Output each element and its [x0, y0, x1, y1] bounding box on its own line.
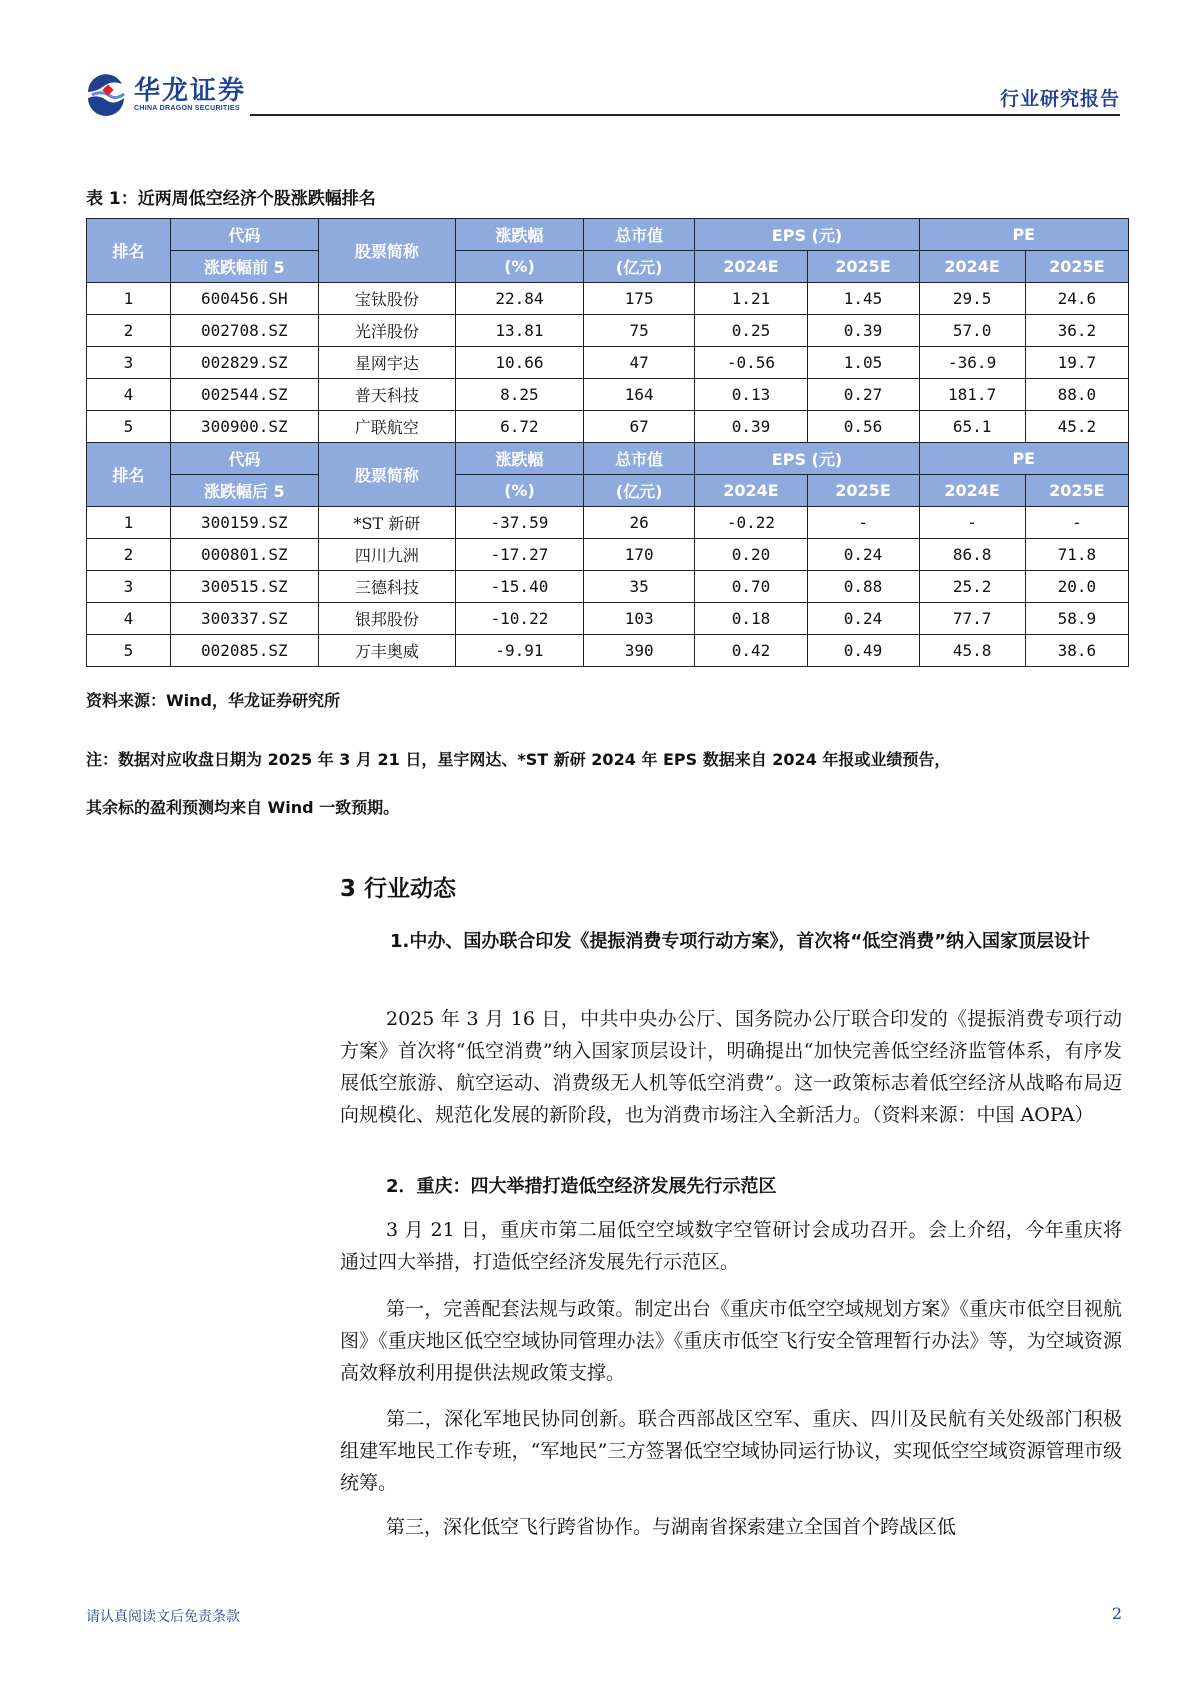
header-eps-2025: 2025E: [807, 475, 919, 507]
cell-code: 300515.SZ: [170, 571, 318, 603]
cell-pe-2024: 45.8: [919, 635, 1025, 667]
cell-eps-2025: 1.05: [807, 347, 919, 379]
header-eps: EPS (元): [695, 219, 919, 251]
cell-rank: 1: [87, 507, 171, 539]
cell-change: 13.81: [456, 315, 584, 347]
table-note: [86, 736, 1131, 832]
cell-code: 600456.SH: [170, 283, 318, 315]
cell-pe-2024: 77.7: [919, 603, 1025, 635]
cell-name: 三德科技: [318, 571, 455, 603]
cell-pe-2024: 65.1: [919, 411, 1025, 443]
cell-eps-2025: 0.56: [807, 411, 919, 443]
cell-pe-2025: 19.7: [1025, 347, 1128, 379]
cell-change: 22.84: [456, 283, 584, 315]
table-source: 资料来源：Wind，华龙证券研究所: [86, 691, 340, 710]
header-eps-2025: 2025E: [807, 251, 919, 283]
header-pe-2024: 2024E: [919, 475, 1025, 507]
report-type-label: 行业研究报告: [999, 88, 1120, 110]
table-header-row-bottom: [87, 443, 1129, 475]
cell-code: 002544.SZ: [170, 379, 318, 411]
cell-eps-2024: 0.20: [695, 539, 807, 571]
cell-pe-2025: 58.9: [1025, 603, 1128, 635]
cell-rank: 4: [87, 379, 171, 411]
cell-pe-2024: 25.2: [919, 571, 1025, 603]
cell-pe-2025: 71.8: [1025, 539, 1128, 571]
cell-eps-2025: 0.88: [807, 571, 919, 603]
cell-name: 银邦股份: [318, 603, 455, 635]
brand-name-en: CHINA DRAGON SECURITIES: [134, 104, 240, 112]
cell-eps-2024: 0.39: [695, 411, 807, 443]
cell-eps-2025: 0.49: [807, 635, 919, 667]
header-pe: PE: [919, 443, 1128, 475]
header-eps-2024: 2024E: [695, 475, 807, 507]
cell-cap: 26: [583, 507, 695, 539]
table-row: [87, 411, 1129, 443]
header-divider: [250, 114, 1120, 116]
cell-pe-2025: 45.2: [1025, 411, 1128, 443]
cell-eps-2025: 0.39: [807, 315, 919, 347]
header-rank: 排名: [87, 219, 171, 283]
brand-logo: [84, 72, 246, 116]
cell-eps-2024: 0.13: [695, 379, 807, 411]
brand-name-cn: 华龙证券: [134, 75, 247, 106]
cell-cap: 47: [583, 347, 695, 379]
cell-rank: 3: [87, 347, 171, 379]
cell-name: 万丰奥威: [318, 635, 455, 667]
cell-change: 10.66: [456, 347, 584, 379]
cell-cap: 164: [583, 379, 695, 411]
cell-cap: 170: [583, 539, 695, 571]
cell-code: 300900.SZ: [170, 411, 318, 443]
cell-eps-2025: 0.27: [807, 379, 919, 411]
news-item-2-point-1: 第一，完善配套法规与政策。制定出台《重庆市低空空域规划方案》《重庆市低空目视航图》《重庆地区低空空域协同管理办法》《重庆市低空飞行安全管理暂行办法》等，为空域资源高效释放利用提供法规政策支撑。: [340, 1298, 1122, 1384]
cell-rank: 3: [87, 571, 171, 603]
news-item-2-point-2: 第二，深化军地民协同创新。联合西部战区空军、重庆、四川及民航有关处级部门积极组建军地民工作专班，“军地民”三方签署低空空域协同运行协议，实现低空空域资源管理市级统筹。: [340, 1408, 1122, 1494]
cell-name: 光洋股份: [318, 315, 455, 347]
header-change-unit: (%): [456, 251, 584, 283]
cell-eps-2024: 0.25: [695, 315, 807, 347]
cell-eps-2025: 1.45: [807, 283, 919, 315]
cell-pe-2025: 88.0: [1025, 379, 1128, 411]
header-change: 涨跌幅: [456, 219, 584, 251]
header-change: 涨跌幅: [456, 443, 584, 475]
table-row: [87, 571, 1129, 603]
cell-rank: 5: [87, 635, 171, 667]
cell-name: 广联航空: [318, 411, 455, 443]
header-eps: EPS (元): [695, 443, 919, 475]
news-item-2-intro: 3 月 21 日，重庆市第二届低空空域数字空管研讨会成功召开。会上介绍，今年重庆将通过四大举措，打造低空经济发展先行示范区。: [340, 1219, 1122, 1273]
table-title: 表 1：近两周低空经济个股涨跌幅排名: [86, 189, 376, 209]
table-header-row: [87, 219, 1129, 251]
cell-rank: 2: [87, 315, 171, 347]
cell-code: 000801.SZ: [170, 539, 318, 571]
cell-eps-2025: 0.24: [807, 603, 919, 635]
table-note-line-2: 其余标的盈利预测均来自 Wind 一致预期。: [86, 798, 400, 817]
header-eps-2024: 2024E: [695, 251, 807, 283]
cell-name: *ST 新研: [318, 507, 455, 539]
header-top5: 涨跌幅前 5: [170, 251, 318, 283]
header-pe-2024: 2024E: [919, 251, 1025, 283]
header-cap: 总市值: [583, 443, 695, 475]
news-item-2-heading: 2．重庆：四大举措打造低空经济发展先行示范区: [386, 1176, 777, 1197]
cell-eps-2025: 0.24: [807, 539, 919, 571]
cell-code: 002829.SZ: [170, 347, 318, 379]
cell-code: 002708.SZ: [170, 315, 318, 347]
cell-change: -15.40: [456, 571, 584, 603]
table-row: [87, 603, 1129, 635]
cell-pe-2025: -: [1025, 507, 1128, 539]
cell-cap: 175: [583, 283, 695, 315]
cell-code: 300337.SZ: [170, 603, 318, 635]
cell-pe-2024: 181.7: [919, 379, 1025, 411]
cell-cap: 35: [583, 571, 695, 603]
cell-rank: 2: [87, 539, 171, 571]
cell-pe-2025: 36.2: [1025, 315, 1128, 347]
cell-eps-2025: -: [807, 507, 919, 539]
cell-cap: 390: [583, 635, 695, 667]
cell-pe-2024: -: [919, 507, 1025, 539]
table-row: [87, 315, 1129, 347]
header-change-unit: (%): [456, 475, 584, 507]
cell-pe-2024: 29.5: [919, 283, 1025, 315]
cell-name: 普天科技: [318, 379, 455, 411]
cell-eps-2024: 1.21: [695, 283, 807, 315]
header-cap: 总市值: [583, 219, 695, 251]
table-subheader-row-bottom: [87, 475, 1129, 507]
cell-name: 宝钛股份: [318, 283, 455, 315]
section-title: 3 行业动态: [340, 876, 457, 902]
cell-eps-2024: 0.42: [695, 635, 807, 667]
header-cap-unit: (亿元): [583, 251, 695, 283]
dragon-logo-icon: [84, 72, 128, 116]
cell-pe-2025: 20.0: [1025, 571, 1128, 603]
header-name: 股票简称: [318, 219, 455, 283]
cell-change: -37.59: [456, 507, 584, 539]
cell-pe-2025: 24.6: [1025, 283, 1128, 315]
header-rank: 排名: [87, 443, 171, 507]
cell-name: 四川九洲: [318, 539, 455, 571]
cell-cap: 75: [583, 315, 695, 347]
cell-pe-2024: 86.8: [919, 539, 1025, 571]
header-code: 代码: [170, 219, 318, 251]
footer-disclaimer: 请认真阅读文后免责条款: [86, 1609, 240, 1625]
cell-rank: 5: [87, 411, 171, 443]
table-row: [87, 347, 1129, 379]
header-cap-unit: (亿元): [583, 475, 695, 507]
cell-eps-2024: 0.18: [695, 603, 807, 635]
table-row: [87, 635, 1129, 667]
table-note-line-1: 注：数据对应收盘日期为 2025 年 3 月 21 日，星宇网达、*ST 新研 2024 年 EPS 数据来自 2024 年报或业绩预告，: [86, 750, 951, 769]
header-bottom5: 涨跌幅后 5: [170, 475, 318, 507]
header-code: 代码: [170, 443, 318, 475]
cell-pe-2024: 57.0: [919, 315, 1025, 347]
table-row: [87, 379, 1129, 411]
cell-change: 8.25: [456, 379, 584, 411]
table-subheader-row: [87, 251, 1129, 283]
header-pe-2025: 2025E: [1025, 251, 1128, 283]
cell-cap: 103: [583, 603, 695, 635]
header-name: 股票简称: [318, 443, 455, 507]
cell-change: -9.91: [456, 635, 584, 667]
cell-rank: 1: [87, 283, 171, 315]
news-item-1-body: 2025 年 3 月 16 日，中共中央办公厅、国务院办公厅联合印发的《提振消费专项行动方案》首次将“低空消费”纳入国家顶层设计，明确提出“加快完善低空经济监管体系，有序发展低空旅游、航空运动、消费级无人机等低空消费”。这一政策标志着低空经济从战略布局迈向规模化、规范化发展的新阶段，也为消费市场注入全新活力。（资料来源：中国 AOPA）: [340, 1008, 1122, 1126]
page-header: [84, 72, 1120, 122]
stock-ranking-table: [86, 218, 1129, 667]
news-item-2-point-3: 第三，深化低空飞行跨省协作。与湖南省探索建立全国首个跨战区低: [386, 1516, 957, 1538]
cell-rank: 4: [87, 603, 171, 635]
table-row: [87, 539, 1129, 571]
cell-change: -17.27: [456, 539, 584, 571]
header-pe: PE: [919, 219, 1128, 251]
cell-code: 002085.SZ: [170, 635, 318, 667]
cell-pe-2025: 38.6: [1025, 635, 1128, 667]
cell-change: -10.22: [456, 603, 584, 635]
cell-pe-2024: -36.9: [919, 347, 1025, 379]
news-item-1-heading: 1.中办、国办联合印发《提振消费专项行动方案》，首次将“低空消费”纳入国家顶层设计: [390, 931, 1091, 952]
table-row: [87, 507, 1129, 539]
cell-name: 星网宇达: [318, 347, 455, 379]
cell-eps-2024: 0.70: [695, 571, 807, 603]
cell-cap: 67: [583, 411, 695, 443]
cell-change: 6.72: [456, 411, 584, 443]
header-pe-2025: 2025E: [1025, 475, 1128, 507]
table-row: [87, 283, 1129, 315]
cell-eps-2024: -0.22: [695, 507, 807, 539]
page-number: 2: [1111, 1604, 1122, 1623]
cell-code: 300159.SZ: [170, 507, 318, 539]
cell-eps-2024: -0.56: [695, 347, 807, 379]
